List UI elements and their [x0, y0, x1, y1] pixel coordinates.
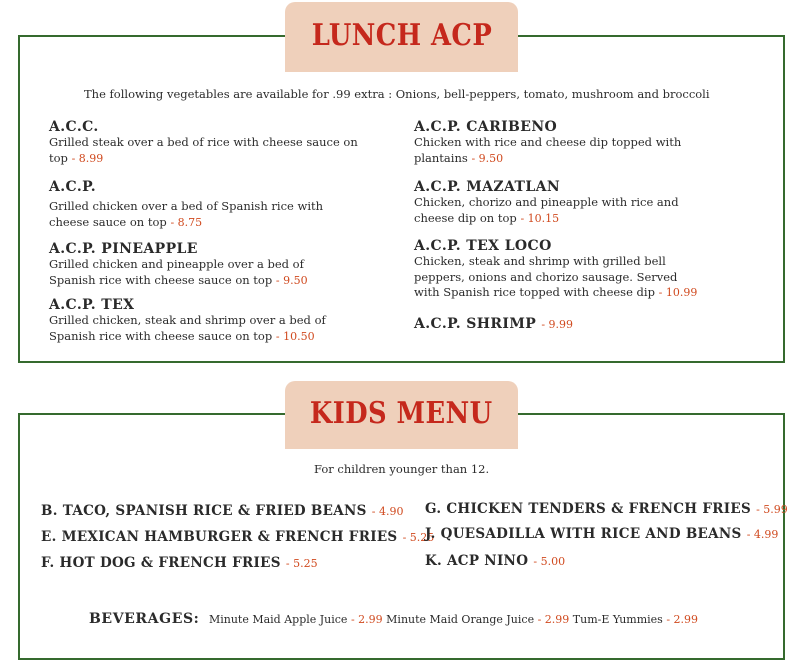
beverage-price: - 2.99: [350, 613, 383, 626]
item-price: - 5.25: [402, 531, 435, 544]
beverage-price: - 2.99: [537, 613, 570, 626]
item-name: J. QUESADILLA WITH RICE AND BEANS: [425, 526, 742, 542]
lunch-intro: The following vegetables are available for .99 extra : Onions, bell-peppers, tomato, mushroom and broccoli: [84, 87, 710, 101]
lunch-title-tab: [285, 2, 518, 72]
item-price: - 9.50: [471, 151, 504, 165]
item-price: - 4.99: [746, 528, 779, 541]
item-name: F. HOT DOG & FRENCH FRIES: [41, 555, 281, 571]
item-name: A.C.P. TEX LOCO: [414, 238, 552, 254]
beverage-name: Tum-E Yummies: [572, 613, 663, 626]
item-desc: Grilled chicken and pineapple over a bed of Spanish rice with cheese sauce on top - 9.50: [49, 257, 308, 287]
item-price: - 9.99: [541, 318, 574, 331]
item-price: - 9.50: [275, 273, 308, 287]
menu-item: [414, 119, 699, 166]
item-name: A.C.P. TEX: [49, 297, 135, 313]
item-desc: Grilled chicken over a bed of Spanish rice with cheese sauce on top - 8.75: [49, 199, 324, 229]
item-name: B. TACO, SPANISH RICE & FRIED BEANS: [41, 503, 367, 519]
kids-item: [41, 526, 434, 545]
beverage-name: Minute Maid Orange Juice: [386, 613, 535, 626]
item-name: A.C.P. MAZATLAN: [414, 179, 561, 195]
menu-item: [49, 297, 349, 344]
item-name: A.C.C.: [49, 119, 99, 135]
item-price: - 4.90: [371, 505, 404, 518]
item-name: E. MEXICAN HAMBURGER & FRENCH FRIES: [41, 529, 398, 545]
beverages-label: BEVERAGES:: [89, 611, 200, 627]
item-price: - 8.99: [71, 151, 104, 165]
item-price: - 5.00: [533, 555, 566, 568]
beverages-row: [89, 611, 698, 627]
item-price: - 8.75: [170, 215, 203, 229]
kids-item: [41, 552, 318, 571]
item-name: G. CHICKEN TENDERS & FRENCH FRIES: [425, 501, 751, 517]
item-price: - 10.50: [275, 329, 315, 343]
lunch-title: LUNCH ACP: [311, 18, 492, 53]
kids-title-tab: [285, 381, 518, 449]
item-name: A.C.P. SHRIMP: [414, 316, 537, 332]
kids-item: [41, 500, 404, 519]
menu-item: [414, 238, 704, 301]
item-desc: Chicken with rice and cheese dip topped with plantains - 9.50: [414, 135, 682, 165]
item-desc: Grilled chicken, steak and shrimp over a bed of Spanish rice with cheese sauce on top - 10.50: [49, 313, 326, 343]
menu-item: [414, 179, 699, 226]
item-name: A.C.P.: [49, 179, 96, 195]
kids-item: [425, 550, 565, 569]
item-name: A.C.P. CARIBENO: [414, 119, 558, 135]
menu-item: [49, 179, 344, 230]
item-price: - 5.99: [756, 503, 788, 516]
kids-title: KIDS MENU: [310, 396, 493, 431]
item-price: - 10.15: [520, 211, 560, 225]
item-name: K. ACP NINO: [425, 553, 529, 569]
item-desc: Chicken, chorizo and pineapple with rice and cheese dip on top - 10.15: [414, 195, 679, 225]
menu-item: [49, 241, 339, 288]
item-desc: Grilled steak over a bed of rice with cheese sauce on top - 8.99: [49, 135, 358, 165]
menu-item: [49, 119, 359, 166]
item-price: - 5.25: [285, 557, 318, 570]
kids-item: [425, 498, 788, 517]
kids-item: [425, 523, 778, 542]
item-name: A.C.P. PINEAPPLE: [49, 241, 198, 257]
item-desc: Chicken, steak and shrimp with grilled bell peppers, onions and chorizo sausage. Served with Spanish rice topped with cheese dip - 10.99: [414, 254, 698, 299]
menu-item: [414, 313, 704, 332]
kids-intro: For children younger than 12.: [314, 462, 490, 476]
beverage-name: Minute Maid Apple Juice: [208, 613, 348, 626]
item-price: - 10.99: [658, 286, 698, 299]
beverage-price: - 2.99: [666, 613, 699, 626]
